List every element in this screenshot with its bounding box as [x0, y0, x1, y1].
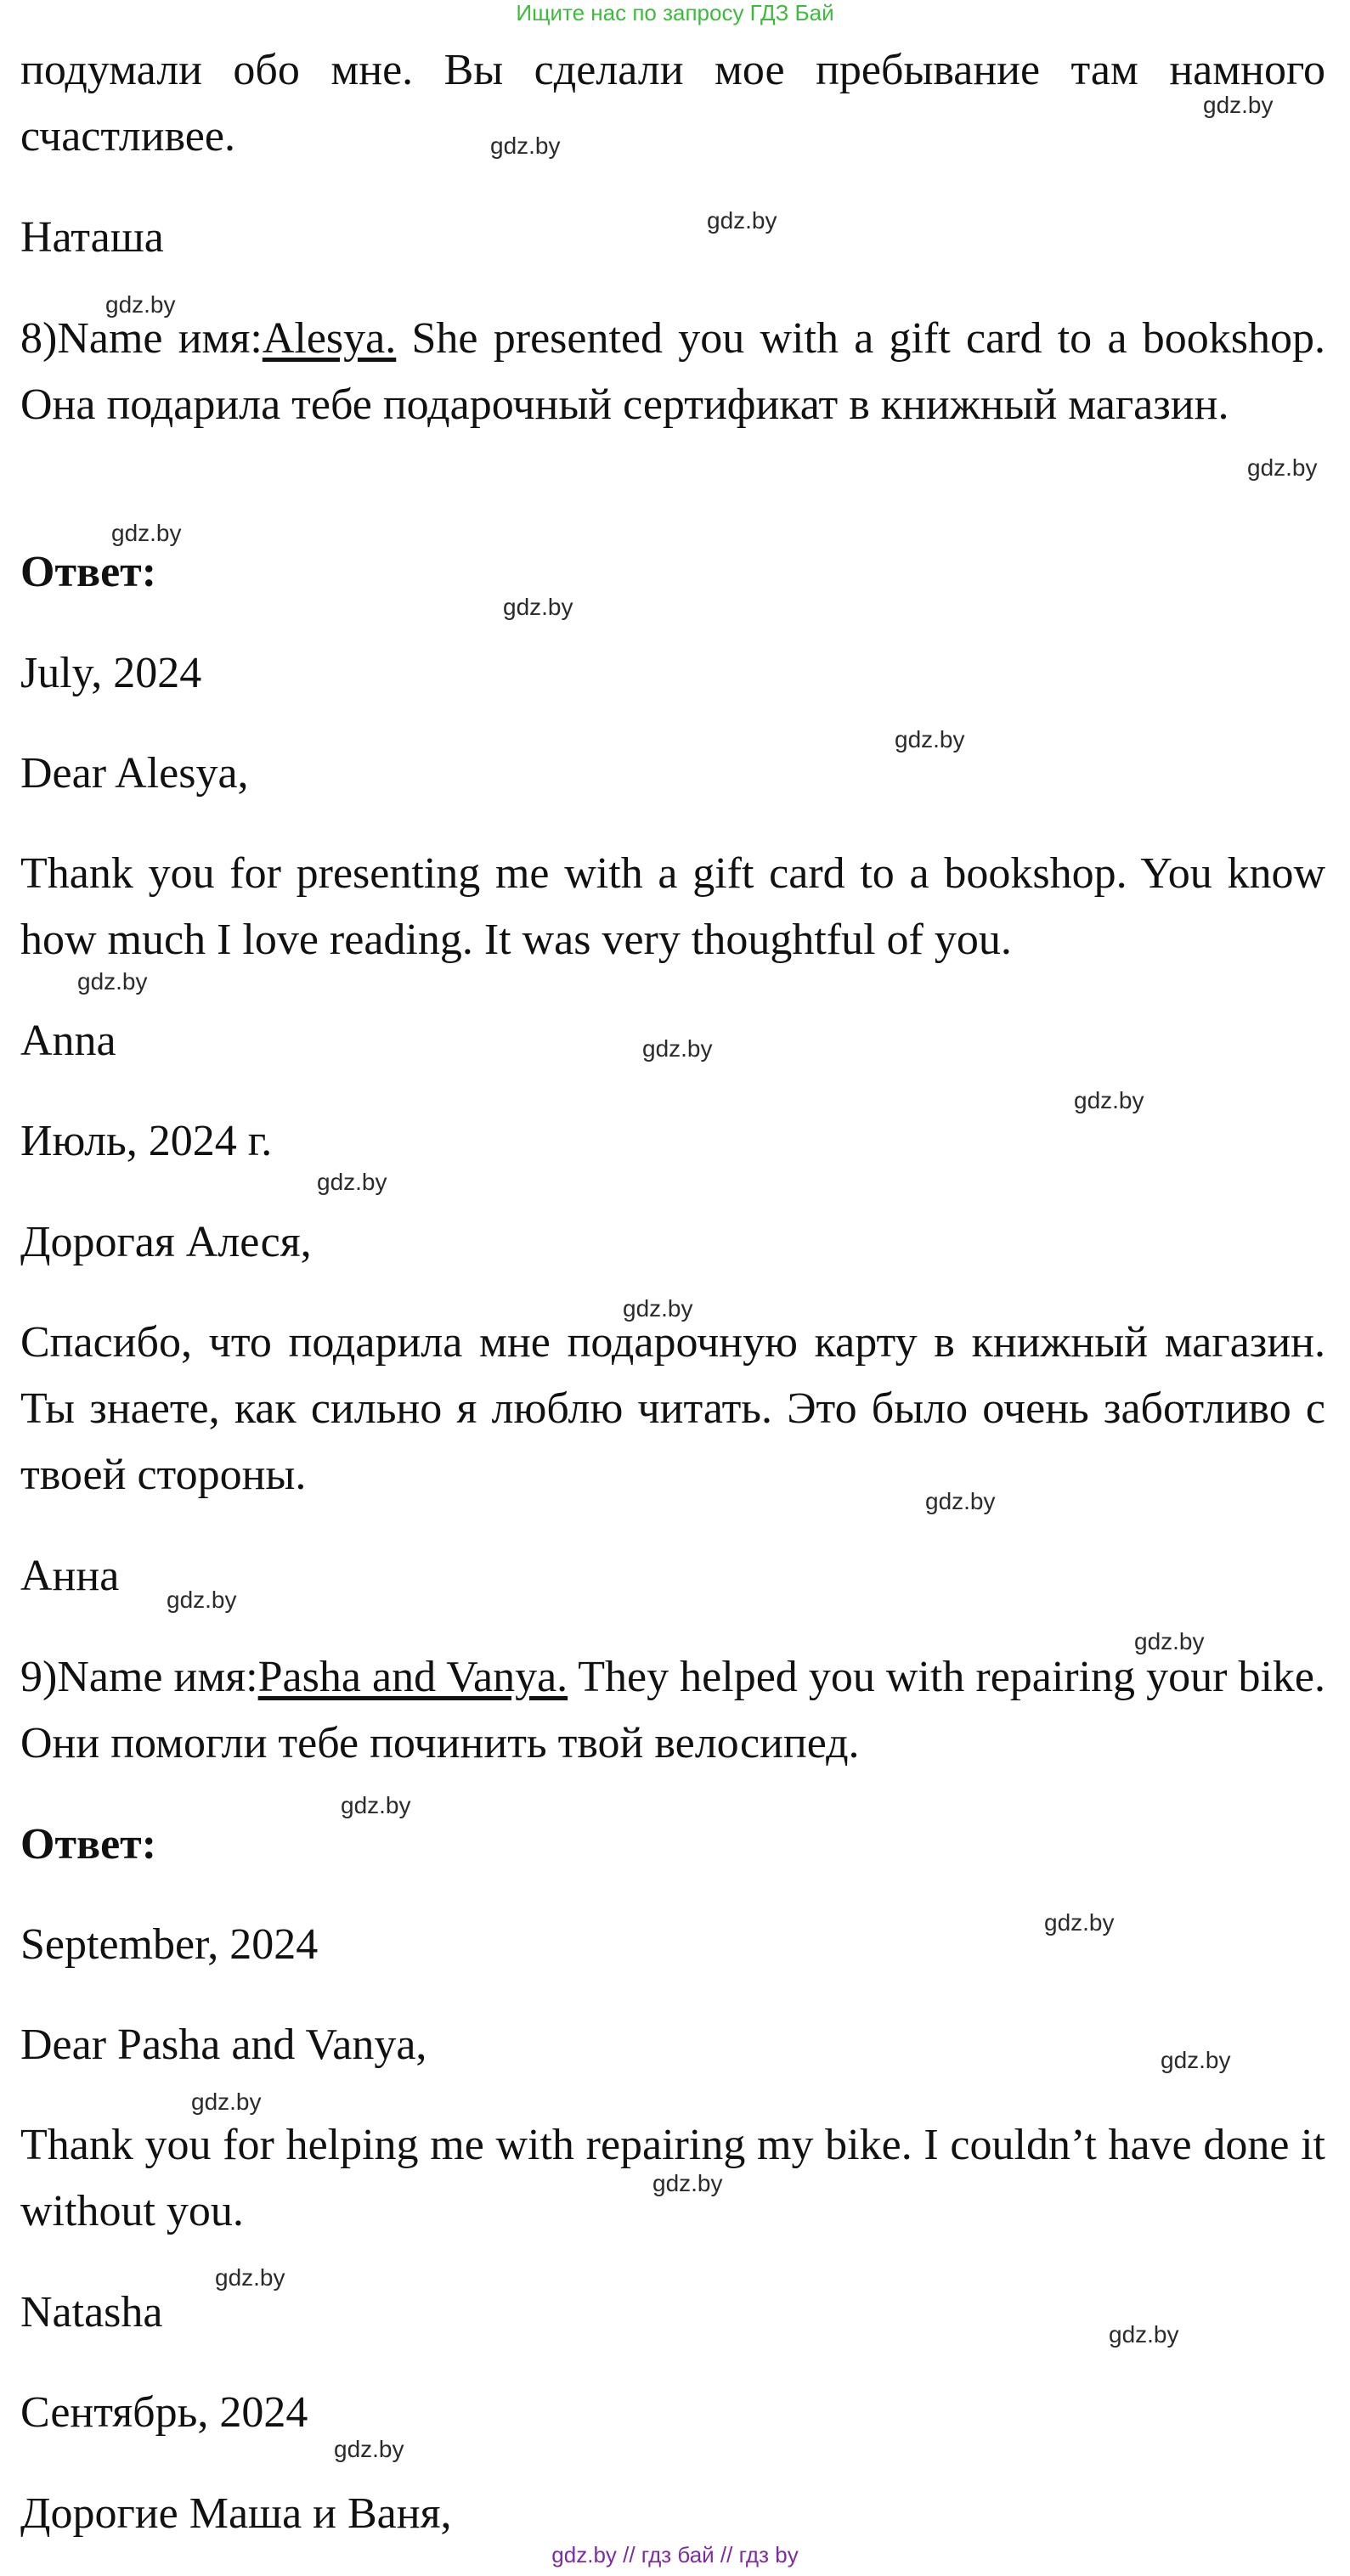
task-9-description: They helped you with repairing your bike. Они помогли тебе починить твой велосипед. — [20, 1653, 1326, 1767]
task-8-description: She presented you with a gift card to a bookshop. Она подарила тебе подарочный сертификат в книжный магазин. — [20, 314, 1326, 429]
footer-links[interactable]: gdz.by // гдз бай // гдз by — [551, 2542, 799, 2568]
letter-8-signature-en: Anna — [20, 1017, 116, 1065]
watermark: gdz.by — [490, 132, 561, 159]
paragraph-continuation: подумали обо мне. Вы сделали мое пребывание там намного счастливее. — [20, 46, 1325, 161]
watermark: gdz.by — [1161, 2047, 1231, 2073]
answer-9-label: Ответ: — [20, 1820, 157, 1869]
answer-8-label: Ответ: — [20, 548, 157, 596]
letter-8-greeting-en: Dear Alesya, — [20, 749, 249, 798]
signature-natasha-ru: Наташа — [20, 213, 164, 262]
watermark: gdz.by — [642, 1035, 713, 1062]
letter-8-date-en: July, 2024 — [20, 649, 202, 697]
letter-9-body-en: Thank you for helping me with repairing my bike. I couldn’t have done it without you. — [20, 2121, 1325, 2235]
letter-8-date-ru: Июль, 2024 г. — [20, 1117, 273, 1165]
watermark: gdz.by — [111, 520, 182, 546]
watermark: gdz.by — [317, 1169, 387, 1195]
letter-8-signature-ru: Анна — [20, 1552, 120, 1600]
watermark: gdz.by — [215, 2264, 285, 2291]
watermark: gdz.by — [77, 968, 148, 995]
letter-9-signature-en: Natasha — [20, 2288, 163, 2336]
watermark: gdz.by — [191, 2088, 262, 2115]
watermark: gdz.by — [1044, 1909, 1115, 1936]
watermark: gdz.by — [167, 1587, 237, 1613]
task-8-prefix: 8)Name имя: — [20, 314, 263, 363]
watermark: gdz.by — [707, 207, 777, 234]
watermark: gdz.by — [652, 2170, 723, 2196]
watermark: gdz.by — [1247, 454, 1318, 481]
task-9-prompt — [20, 1644, 1325, 1777]
watermark: gdz.by — [1109, 2321, 1179, 2348]
search-banner[interactable]: Ищите нас по запросу ГДЗ Бай — [516, 0, 834, 25]
watermark: gdz.by — [503, 594, 573, 620]
watermark: gdz.by — [1074, 1087, 1144, 1113]
letter-9-date-ru: Сентябрь, 2024 — [20, 2388, 308, 2437]
letter-9-greeting-en: Dear Pasha and Vanya, — [20, 2021, 427, 2069]
watermark: gdz.by — [895, 726, 965, 753]
letter-8-body-en: Thank you for presenting me with a gift card to a bookshop. You know how much I love reading. It was very thoughtful of you. — [20, 849, 1325, 964]
letter-8-body-ru: Спасибо, что подарила мне подарочную карту в книжный магазин. Ты знаете, как сильно я люблю читать. Это было очень заботливо с твоей стороны. — [20, 1318, 1325, 1499]
letter-8-greeting-ru: Дорогая Алеся, — [20, 1218, 312, 1266]
watermark: gdz.by — [341, 1792, 411, 1818]
letter-9-date-en: September, 2024 — [20, 1920, 319, 1969]
task-8-prompt — [20, 306, 1325, 438]
watermark: gdz.by — [105, 291, 176, 318]
task-9-prefix: 9)Name имя: — [20, 1653, 258, 1701]
watermark: gdz.by — [623, 1295, 693, 1322]
task-9-name: Pasha and Vanya. — [257, 1653, 568, 1701]
letter-9-greeting-ru: Дорогие Маша и Ваня, — [20, 2489, 452, 2538]
task-8-name: Alesya. — [262, 314, 397, 363]
watermark: gdz.by — [334, 2436, 404, 2462]
watermark: gdz.by — [1203, 92, 1274, 118]
watermark: gdz.by — [1134, 1628, 1205, 1654]
watermark: gdz.by — [925, 1488, 996, 1514]
